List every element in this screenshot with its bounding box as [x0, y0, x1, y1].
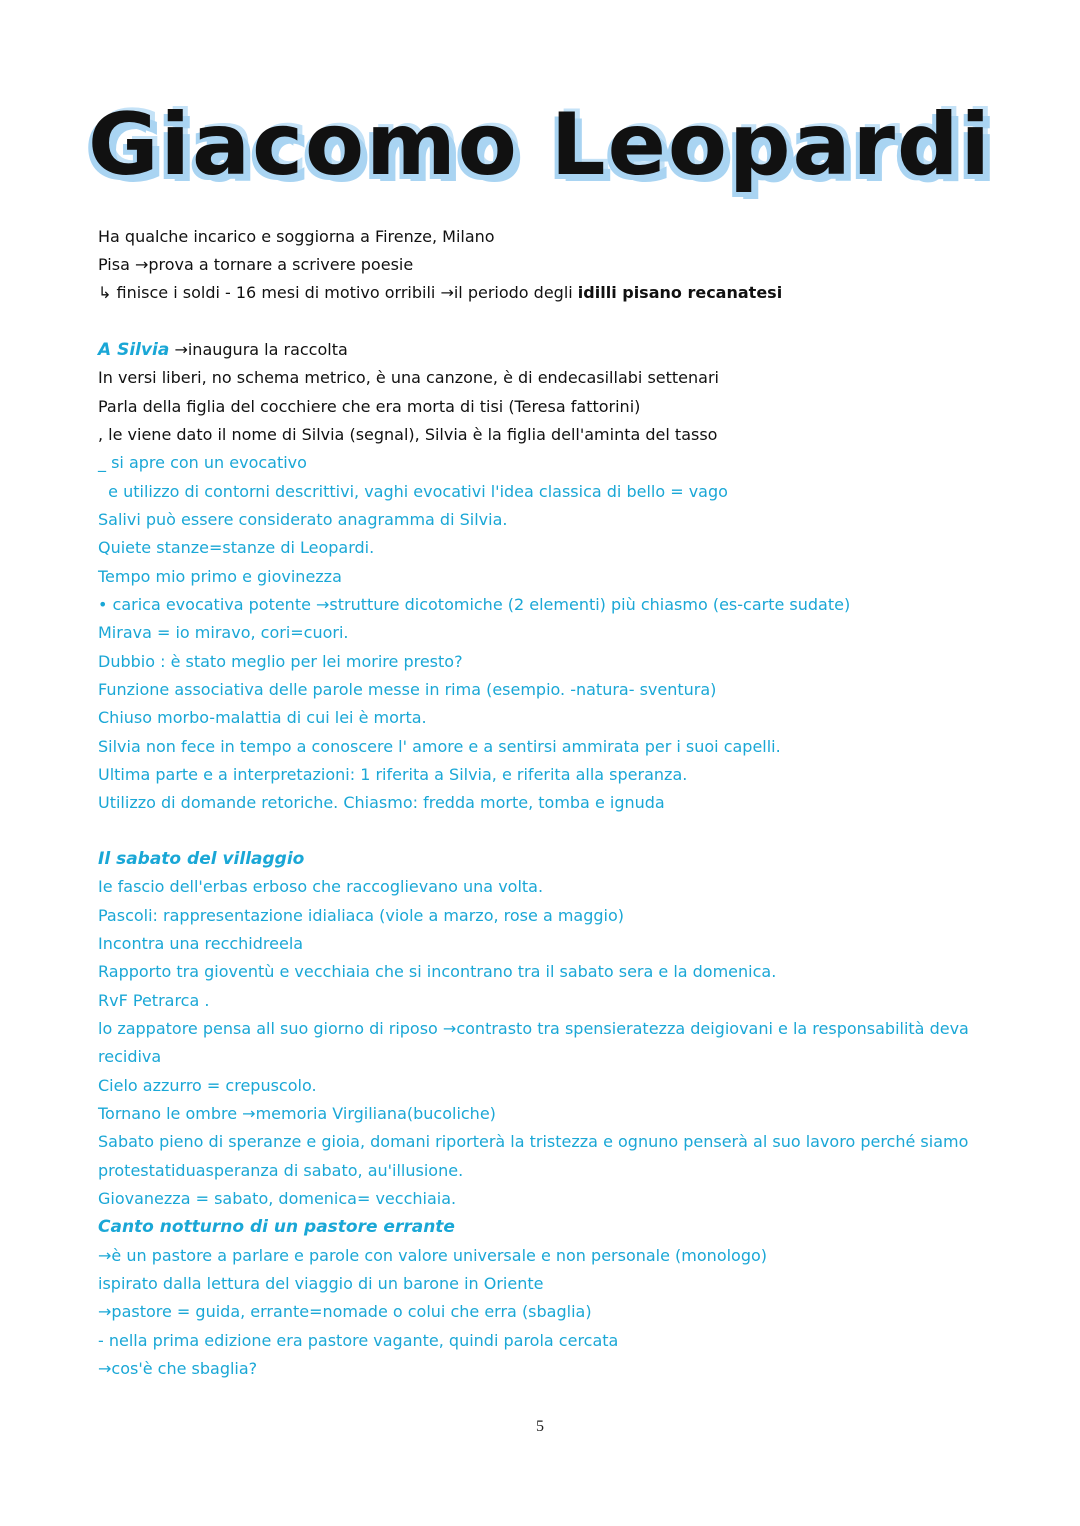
intro-line-3-a: finisce i soldi - 16 mesi di motivo orribili [116, 283, 441, 302]
sabato-note: Rapporto tra gioventù e vecchiaia che si incontrano tra il sabato sera e la domenica. [98, 962, 777, 981]
silvia-note: Silvia non fece in tempo a conoscere l' amore e a sentirsi ammirata per i suoi capelli. [98, 737, 781, 756]
silvia-line: Parla della figlia del cocchiere che era morta di tisi (Teresa fattorini) [98, 397, 641, 416]
canto-note: →pastore = guida, errante=nomade o colui che erra (sbaglia) [98, 1302, 592, 1321]
sabato-note: Incontra una recchidreela [98, 934, 304, 953]
sabato-note: lo zappatore pensa all suo giorno di riposo →contrasto tra spensieratezza deigiovani e la responsabilità deva [98, 1019, 969, 1038]
page-title: Giacomo Leopardi [87, 95, 993, 195]
intro-line-2-b: prova a tornare a scrivere poesie [148, 255, 414, 274]
intro-line-3 [98, 283, 782, 303]
silvia-note: Chiuso morbo-malattia di cui lei è morta. [98, 708, 427, 727]
intro-line-2 [98, 255, 413, 275]
arrow-icon: → [169, 340, 188, 359]
sabato-note: Tornano le ombre →memoria Virgiliana(bucoliche) [98, 1104, 496, 1123]
sabato-note: Cielo azzurro = crepuscolo. [98, 1076, 317, 1095]
page-number: 5 [536, 1418, 544, 1435]
silvia-line: , le viene dato il nome di Silvia (segnal), Silvia è la figlia dell'aminta del tasso [98, 425, 718, 444]
silvia-note: Salivi può essere considerato anagramma di Silvia. [98, 510, 508, 529]
intro-line-1: Ha qualche incarico e soggiorna a Firenze, Milano [98, 227, 495, 246]
canto-note: →è un pastore a parlare e parole con valore universale e non personale (monologo) [98, 1246, 768, 1265]
sabato-note: Sabato pieno di speranze e gioia, domani riporterà la tristezza e ognuno penserà al suo lavoro perché siamo [98, 1132, 969, 1151]
sabato-note: Ie fascio dell'erbas erboso che raccoglievano una volta. [98, 877, 544, 896]
sabato-note: recidiva [98, 1047, 162, 1066]
silvia-note: Funzione associativa delle parole messe in rima (esempio. -natura- sventura) [98, 680, 717, 699]
silvia-heading-line [98, 340, 348, 360]
canto-note: ispirato dalla lettura del viaggio di un barone in Oriente [98, 1274, 544, 1293]
sabato-note: RvF Petrarca . [98, 991, 210, 1010]
silvia-note: Utilizzo di domande retoriche. Chiasmo: fredda morte, tomba e ignuda [98, 793, 665, 812]
sabato-note: Giovanezza = sabato, domenica= vecchiaia. [98, 1189, 457, 1208]
canto-note: →cos'è che sbaglia? [98, 1359, 258, 1378]
silvia-note: e utilizzo di contorni descrittivi, vaghi evocativi l'idea classica di bello = vago [98, 482, 728, 501]
silvia-note: • carica evocativa potente →strutture dicotomiche (2 elementi) più chiasmo (es-carte sudate) [98, 595, 851, 614]
silvia-note: Quiete stanze=stanze di Leopardi. [98, 538, 375, 557]
silvia-heading: A Silvia [98, 340, 170, 360]
arrow-icon: → [134, 255, 149, 274]
canto-note: - nella prima edizione era pastore vagante, quindi parola cercata [98, 1331, 619, 1350]
intro-line-3-b: il periodo degli [453, 283, 578, 302]
sabato-note: protestatiduasperanza di sabato, au'illusione. [98, 1161, 464, 1180]
idilli-highlight: idilli pisano recanatesi [577, 283, 783, 302]
silvia-note: Ultima parte e a interpretazioni: 1 riferita a Silvia, e riferita alla speranza. [98, 765, 688, 784]
sabato-heading: Il sabato del villaggio [98, 849, 305, 869]
silvia-line: In versi liberi, no schema metrico, è una canzone, è di endecasillabi settenari [98, 368, 719, 387]
silvia-note: Mirava = io miravo, cori=cuori. [98, 623, 349, 642]
hook-arrow-icon: ↳ [98, 283, 117, 302]
canto-heading: Canto notturno di un pastore errante [98, 1217, 455, 1237]
intro-line-2-a: Pisa [98, 255, 135, 274]
sabato-note: Pascoli: rappresentazione idialiaca (viole a marzo, rose a maggio) [98, 906, 625, 925]
silvia-note: Dubbio : è stato meglio per lei morire presto? [98, 652, 463, 671]
arrow-icon: → [440, 283, 454, 302]
silvia-note: Tempo mio primo e giovinezza [98, 567, 342, 586]
silvia-heading-rest: inaugura la raccolta [187, 340, 348, 359]
silvia-note: _ si apre con un evocativo [98, 453, 307, 472]
